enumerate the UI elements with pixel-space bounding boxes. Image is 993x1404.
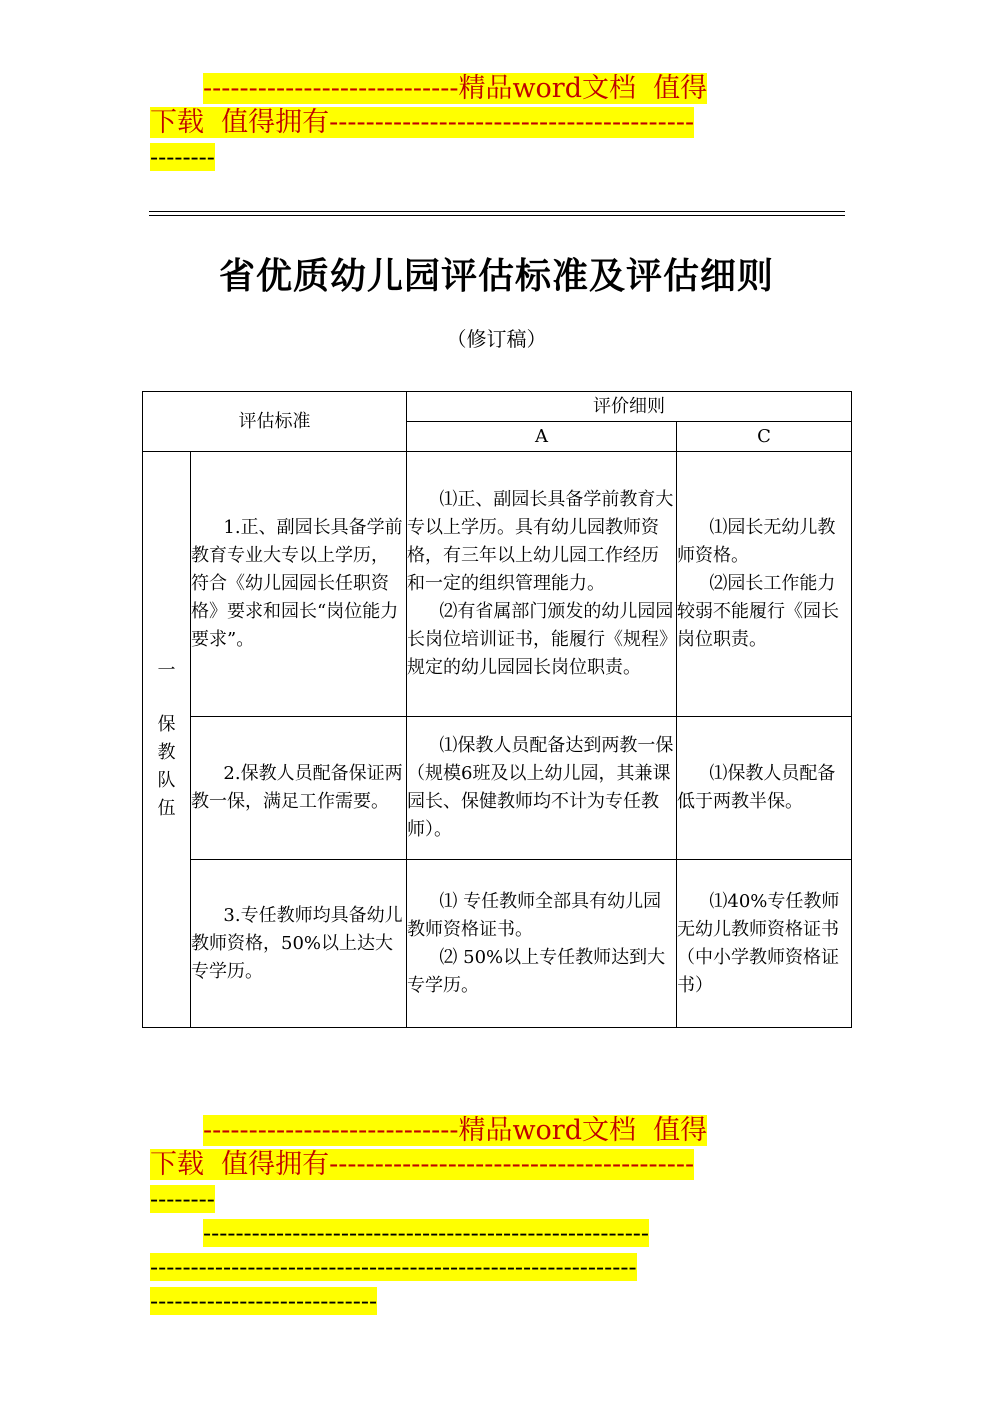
header-standard: 评估标准 (143, 392, 407, 452)
header-banner-line-2: 下载 值得拥有---------------------------------------- (150, 107, 695, 138)
standard-text: 3.专任教师均具备幼儿教师资格，50%以上达大专学历。 (191, 904, 403, 982)
footer-banner-line-1: ----------------------------精品word文档 值得 (203, 1115, 708, 1146)
rule-a-cell (407, 452, 677, 717)
rule-a-cell (407, 860, 677, 1028)
page-title: 省优质幼儿园评估标准及评估细则 (218, 256, 774, 297)
header-rules: 评价细则 (407, 392, 852, 422)
rule-a-cell (407, 717, 677, 860)
header-banner-line-3: -------- (150, 143, 215, 171)
rule-c-text: ⑴40%专任教师无幼儿教师资格证书（中小学教师资格证书） (677, 890, 840, 996)
section-char: 伍 (157, 797, 176, 819)
evaluation-table (142, 391, 852, 1028)
section-number: 一 (157, 659, 176, 681)
rule-a-text: ⑵有省属部门颁发的幼儿园园长岗位培训证书，能履行《规程》规定的幼儿园园长岗位职责。 (407, 601, 674, 678)
rule-c-cell (677, 452, 852, 717)
standard-cell (191, 717, 407, 860)
header-banner (150, 72, 850, 174)
footer-banner-line-4: ------------------------------------------------------- (203, 1219, 650, 1247)
rule-c-text: ⑵园长工作能力较弱不能履行《园长岗位职责。 (677, 573, 839, 650)
rule-a-text: ⑴保教人员配备达到两教一保（规模6班及以上幼儿园，其兼课园长、保健教师均不计为专任教师）。 (407, 735, 674, 840)
page-subtitle: （修订稿） (446, 327, 547, 351)
rule-a-text: ⑴正、副园长具备学前教育大专以上学历。具有幼儿园教师资格，有三年以上幼儿园工作经历和一定的组织管理能力。 (407, 489, 674, 594)
section-char: 教 (157, 741, 176, 763)
rule-c-text: ⑴保教人员配备低于两教半保。 (677, 763, 836, 812)
header-col-c: C (677, 422, 852, 452)
footer-banner-line-6: ---------------------------- (150, 1287, 378, 1315)
rule-c-text: ⑴园长无幼儿教师资格。 (677, 517, 836, 566)
header-rule-bottom (149, 215, 845, 216)
rule-c-cell (677, 860, 852, 1028)
standard-cell (191, 860, 407, 1028)
footer-banner-line-5: ------------------------------------------------------------ (150, 1253, 637, 1281)
standard-cell (191, 452, 407, 717)
standard-text: 2.保教人员配备保证两教一保，满足工作需要。 (191, 763, 403, 812)
section-label (143, 452, 191, 1028)
rule-c-cell (677, 717, 852, 860)
section-char: 队 (157, 769, 176, 791)
header-col-a: A (407, 422, 677, 452)
footer-banner-line-2: 下载 值得拥有---------------------------------------- (150, 1149, 695, 1180)
header-rule-top (149, 211, 845, 212)
rule-a-text: ⑴ 专任教师全部具有幼儿园教师资格证书。 (407, 890, 662, 940)
section-char: 保 (157, 713, 176, 735)
rule-a-text: ⑵ 50%以上专任教师达到大专学历。 (407, 946, 666, 996)
footer-banner (150, 1114, 850, 1318)
header-banner-line-1: ----------------------------精品word文档 值得 (203, 73, 708, 104)
standard-text: 1.正、副园长具备学前教育专业大专以上学历，符合《幼儿园园长任职资格》要求和园长“岗位能力要求”。 (191, 517, 403, 650)
footer-banner-line-3: -------- (150, 1185, 215, 1213)
